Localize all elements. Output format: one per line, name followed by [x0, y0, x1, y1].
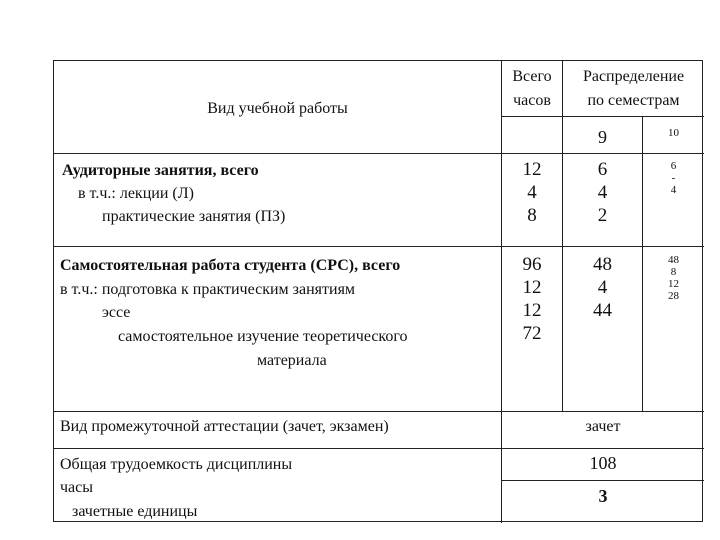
classroom-sem9-lectures: 4	[597, 182, 608, 203]
self-work-sem10-theory: 28	[668, 290, 679, 302]
classroom-total-practical: 8	[527, 205, 537, 226]
self-work-total-all: 96	[522, 254, 542, 275]
divider-attestation	[54, 448, 704, 449]
self-work-total-theory: 72	[522, 323, 542, 344]
classroom-total-all: 12	[522, 159, 542, 180]
classroom-sem9-practical: 2	[597, 205, 608, 226]
self-work-title: Самостоятельная работа студента (СРС), всего	[60, 257, 401, 274]
classroom-sem9-values	[563, 158, 642, 227]
classroom-sem10-lectures: -	[671, 172, 676, 184]
classroom-practical: практические занятия (ПЗ)	[102, 208, 286, 225]
classroom-total-values	[502, 158, 562, 227]
classroom-sem9-all: 6	[597, 159, 608, 180]
self-work-sem10-essay: 12	[668, 278, 679, 290]
divider-col-total	[562, 61, 563, 411]
self-work-sem10-all: 48	[668, 254, 679, 266]
self-work-total-values	[502, 253, 562, 345]
workload-hours: 108	[589, 453, 617, 473]
classroom-total-lectures: 4	[527, 182, 537, 203]
self-work-total-essay: 12	[522, 300, 542, 321]
attestation-value: зачет	[585, 418, 621, 435]
classroom-sem10-all: 6	[670, 160, 677, 172]
self-work-theory-line2: материала	[257, 352, 327, 369]
classroom-lectures: в т.ч.: лекции (Л)	[78, 185, 194, 202]
header-semester-10: 10	[668, 127, 679, 139]
self-work-theory-line1: самостоятельное изучение теоретического	[118, 328, 408, 345]
self-work-sem10-values	[643, 254, 704, 302]
divider-self-work	[54, 411, 704, 412]
header-work-type: Вид учебной работы	[207, 100, 348, 117]
self-work-prep: в т.ч.: подготовка к практическим занятиям	[60, 281, 356, 298]
classroom-sem10-values	[643, 160, 704, 196]
workload-label-line3: зачетные единицы	[72, 503, 198, 520]
header-total-line2: часов	[513, 92, 551, 109]
classroom-sem10-practical: 4	[670, 184, 677, 196]
classroom-title: Аудиторные занятия, всего	[62, 162, 259, 179]
divider-header	[54, 153, 704, 154]
workload-label-line1: Общая трудоемкость дисциплины	[60, 456, 293, 473]
divider-classroom	[54, 246, 704, 247]
workload-credits: 3	[598, 486, 608, 506]
attestation-label: Вид промежуточной аттестации (зачет, экзамен)	[60, 418, 389, 435]
divider-workload	[501, 480, 704, 481]
divider-semester-header	[501, 116, 704, 117]
self-work-sem9-essay: 44	[593, 300, 612, 321]
self-work-sem9-values	[563, 253, 642, 322]
self-work-sem10-prep: 8	[670, 266, 677, 278]
workload-label-line2: часы	[60, 479, 93, 496]
self-work-sem9-prep: 4	[597, 277, 608, 298]
self-work-sem9-all: 48	[593, 254, 612, 275]
self-work-total-prep: 12	[522, 277, 542, 298]
header-distribution-line1: Распределение	[582, 68, 685, 85]
self-work-essay: эссе	[102, 304, 131, 321]
header-distribution-line2: по семестрам	[587, 92, 680, 109]
study-workload-table	[53, 60, 703, 522]
header-total-line1: Всего	[512, 68, 552, 85]
header-semester-9: 9	[598, 127, 607, 147]
